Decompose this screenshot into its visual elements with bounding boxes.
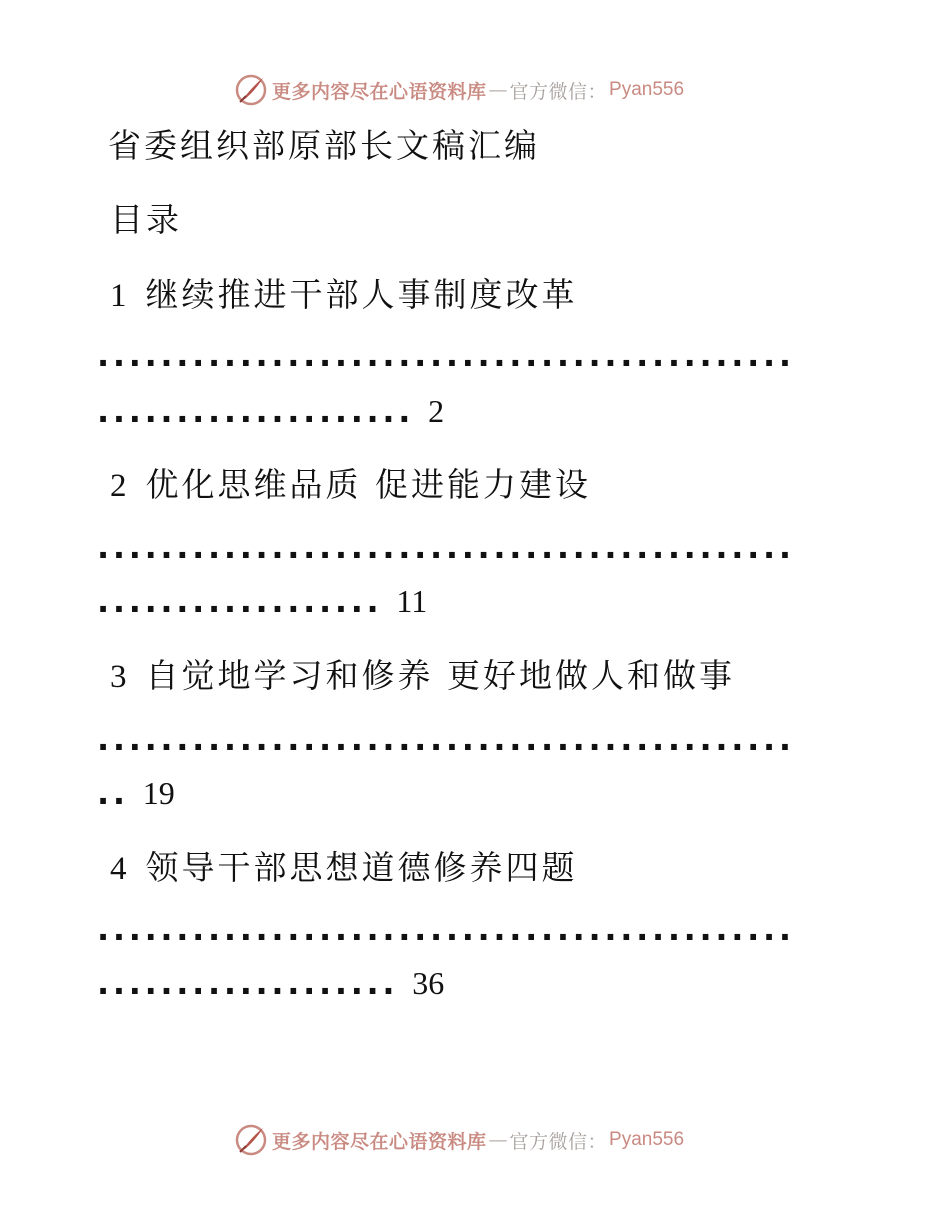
watermark-footer	[234, 1122, 684, 1158]
toc-leader-line	[97, 963, 444, 1003]
toc-leader-line: ............................................	[97, 336, 795, 374]
toc-leader-line	[97, 581, 427, 621]
watermark-separator: —	[488, 79, 508, 101]
toc-entry-title[interactable]	[110, 656, 735, 697]
feather-pen-logo-icon	[234, 1123, 268, 1157]
toc-entry-label: 自觉地学习和修养 更好地做人和做事	[145, 656, 735, 695]
toc-leader-dots: ...................	[97, 964, 399, 1002]
watermark-text: 更多内容尽在心语资料库	[272, 80, 487, 103]
toc-entry-label: 领导干部思想道德修养四题	[145, 848, 578, 887]
toc-leader-line: ............................................	[97, 720, 795, 758]
watermark-contact-label: 官方微信：	[509, 1130, 608, 1153]
watermark-contact-id: Pyan556	[609, 1129, 685, 1150]
toc-entry-number: 2	[110, 468, 130, 504]
toc-leader-dots: ....................	[97, 392, 415, 430]
toc-entry-title[interactable]	[110, 848, 578, 889]
toc-entry-label: 继续推进干部人事制度改革	[145, 275, 578, 314]
toc-leader-line	[97, 391, 444, 431]
toc-leader-line: ............................................	[97, 910, 795, 948]
toc-page-number[interactable]: 11	[396, 583, 428, 619]
toc-entry-title[interactable]	[110, 275, 578, 316]
watermark-text: 更多内容尽在心语资料库	[272, 1130, 487, 1153]
toc-entry-title[interactable]	[110, 465, 591, 506]
toc-entry-number: 3	[110, 659, 130, 695]
feather-pen-logo-icon	[234, 73, 268, 107]
toc-page-number[interactable]: 19	[142, 775, 175, 811]
toc-page-number[interactable]: 36	[412, 965, 445, 1001]
toc-entry-number: 1	[110, 278, 130, 314]
toc-heading: 目录	[110, 200, 182, 239]
toc-leader-line	[97, 773, 175, 813]
toc-entry-number: 4	[110, 851, 130, 887]
watermark-contact-label: 官方微信：	[509, 80, 608, 103]
watermark-contact-id: Pyan556	[609, 79, 685, 100]
toc-leader-dots: ..	[97, 774, 129, 812]
toc-page-number[interactable]: 2	[428, 393, 445, 429]
document-title: 省委组织部原部长文稿汇编	[108, 126, 540, 165]
toc-leader-dots: ..................	[97, 582, 383, 620]
watermark-separator: —	[488, 1129, 508, 1151]
toc-entry-label: 优化思维品质 促进能力建设	[145, 465, 591, 504]
watermark-header	[234, 72, 684, 108]
toc-leader-line: ............................................	[97, 528, 795, 566]
